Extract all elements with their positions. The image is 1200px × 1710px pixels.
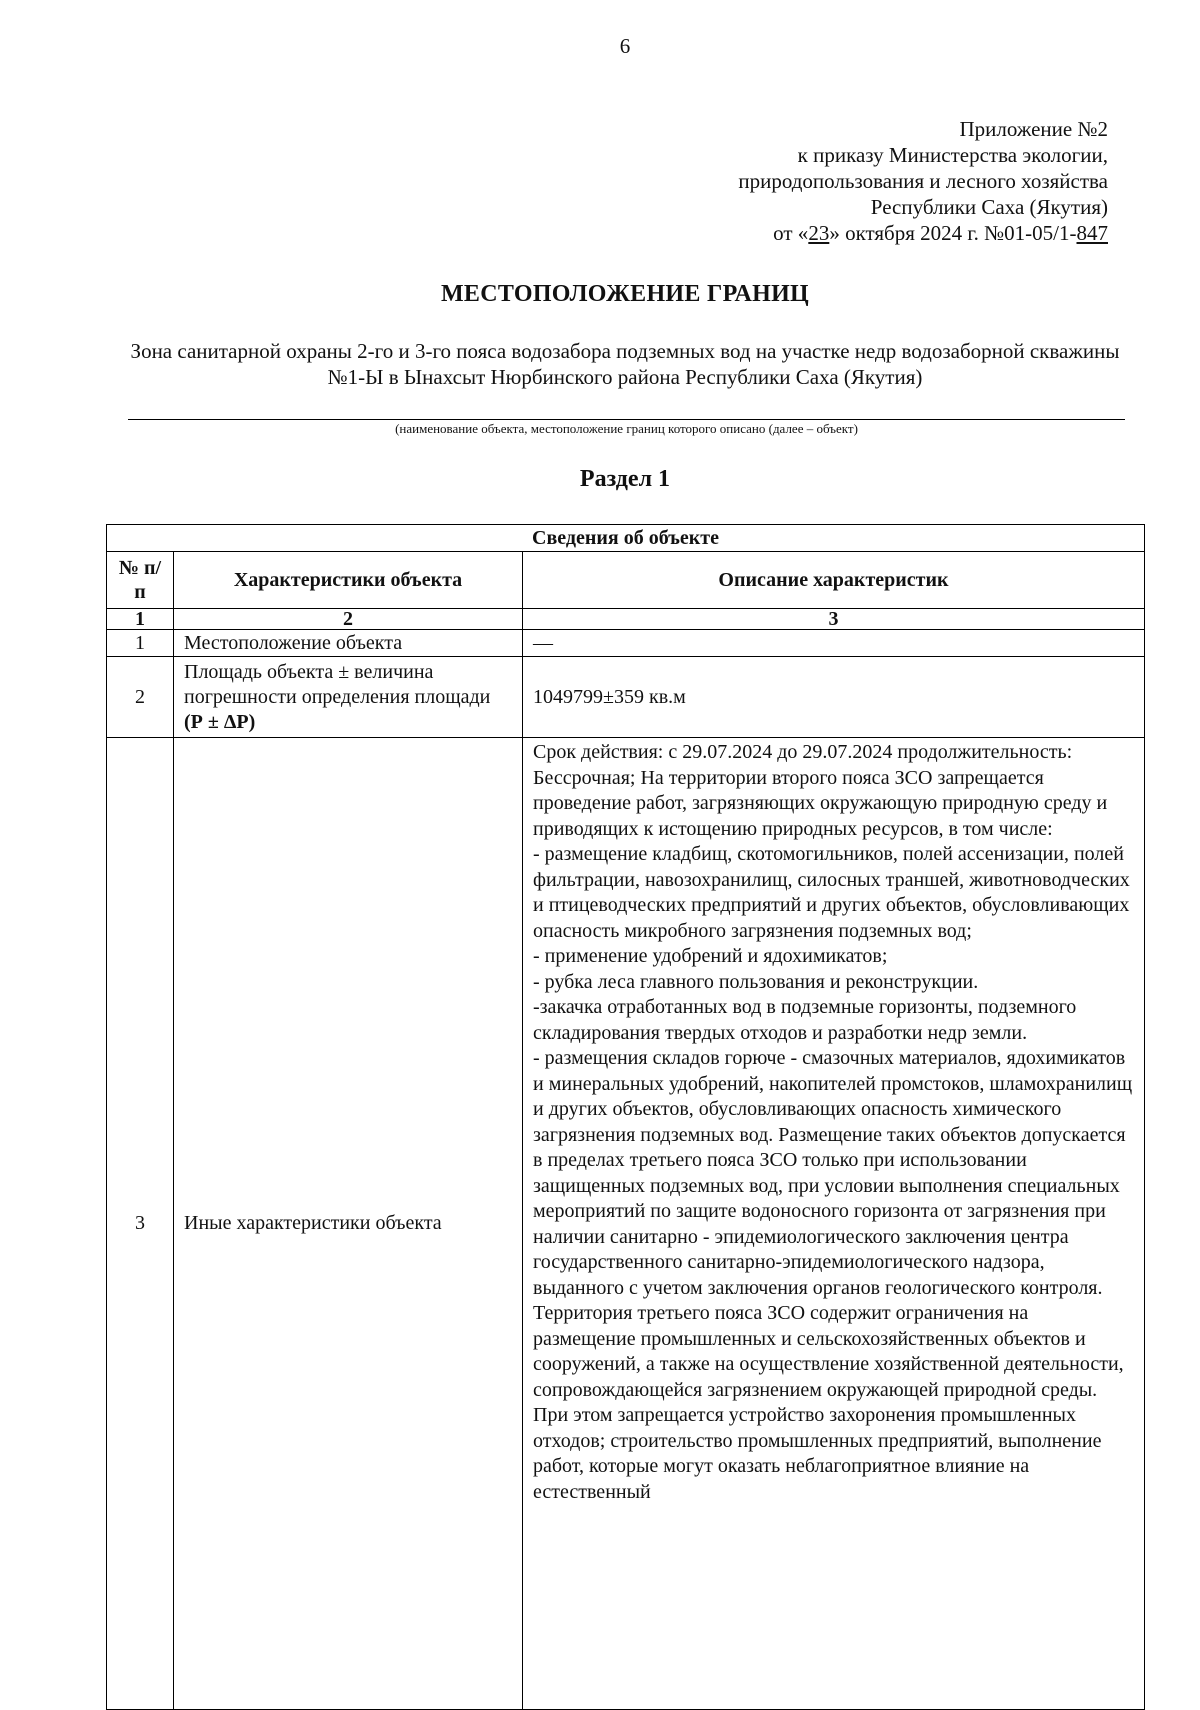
order-day: 23 <box>808 221 830 245</box>
object-name: Зона санитарной охраны 2-го и 3-го пояса водозабора подземных вод на участке недр водозаборной скважины №1-Ы в Ынахсыт Нюрбинского района Республики Саха (Якутия) <box>130 339 1120 389</box>
characteristic-text: Площадь объекта ± величина погрешности определения площади <box>184 660 491 708</box>
table-caption: Сведения об объекте <box>107 525 1145 552</box>
row-characteristic: Местоположение объекта <box>174 630 523 657</box>
table-header-row <box>107 552 1145 609</box>
object-name-underline <box>128 419 1125 420</box>
date-prefix: от « <box>773 221 809 245</box>
row-number: 2 <box>107 657 174 738</box>
characteristic-formula: (Р ± ΔР) <box>184 710 256 733</box>
appendix-line: природопользования и лесного хозяйства <box>738 169 1108 193</box>
row-characteristic <box>174 657 523 738</box>
header-description: Описание характеристик <box>523 552 1145 609</box>
row-description: Срок действия: с 29.07.2024 до 29.07.2024 продолжительность: Бессрочная; На территории второго пояса ЗСО запрещается проведение работ, загрязняющих окружающую природную среду и приводящих к истощению природных ресурсов, в том числе: - размещение кладбищ, скотомогильников, полей ассенизации, полей фильтрации, навозохранилищ, силосных траншей, животноводческих и птицеводческих предприятий и других объектов, обусловливающих опасность микробного загрязнения подземных вод; - применение удобрений и ядохимикатов; - рубка леса главного пользования и реконструкции. -закачка отработанных вод в подземные горизонты, подземного складирования твердых отходов и разработки недр земли. - размещения складов горюче - смазочных материалов, ядохимикатов и минеральных удобрений, накопителей промстоков, шламохранилищ и других объектов, обусловливающих опасность химического загрязнения подземных вод. Размещение таких объектов допускается в пределах третьего пояса ЗСО только при использовании защищенных подземных вод, при условии выполнения специальных мероприятий по защите водоносного горизонта от загрязнения при наличии санитарно - эпидемиологического заключения центра государственного санитарно-эпидемиологического надзора, выданного с учетом заключения органов геологического контроля. Территория третьего пояса ЗСО содержит ограничения на размещение промышленных и сельскохозяйственных объектов и сооружений, а также на осуществление хозяйственной деятельности, сопровождающейся загрязнением окружающей природной среды. При этом запрещается устройство захоронения промышленных отходов; строительство промышленных предприятий, выполнение работ, которые могут оказать неблагоприятное влияние на естественный <box>523 738 1145 1710</box>
row-number: 1 <box>107 630 174 657</box>
page-number: 6 <box>619 34 631 58</box>
document-title: МЕСТОПОЛОЖЕНИЕ ГРАНИЦ <box>440 281 810 307</box>
table-row <box>107 630 1145 657</box>
row-characteristic: Иные характеристики объекта <box>174 738 523 1710</box>
row-description: 1049799±359 кв.м <box>523 657 1145 738</box>
column-number: 2 <box>174 609 523 630</box>
object-name-caption: (наименование объекта, местоположение границ которого описано (далее – объект) <box>395 421 858 436</box>
appendix-line: к приказу Министерства экологии, <box>797 143 1108 167</box>
appendix-block <box>738 116 1108 246</box>
header-number: № п/п <box>107 552 174 609</box>
section-title: Раздел 1 <box>579 466 671 492</box>
appendix-line: Республики Саха (Якутия) <box>870 195 1108 219</box>
column-numbers-row <box>107 609 1145 630</box>
order-date-line <box>738 220 1108 246</box>
table-caption-row <box>107 525 1145 552</box>
date-middle: » октября 2024 г. №01-05/1- <box>829 221 1077 245</box>
row-number: 3 <box>107 738 174 1710</box>
order-number: 847 <box>1076 221 1108 245</box>
object-info-table <box>106 524 1145 1710</box>
column-number: 1 <box>107 609 174 630</box>
table-row <box>107 738 1145 1710</box>
row-description: — <box>523 630 1145 657</box>
appendix-line: Приложение №2 <box>959 117 1108 141</box>
header-characteristic: Характеристики объекта <box>174 552 523 609</box>
table-row <box>107 657 1145 738</box>
column-number: 3 <box>523 609 1145 630</box>
